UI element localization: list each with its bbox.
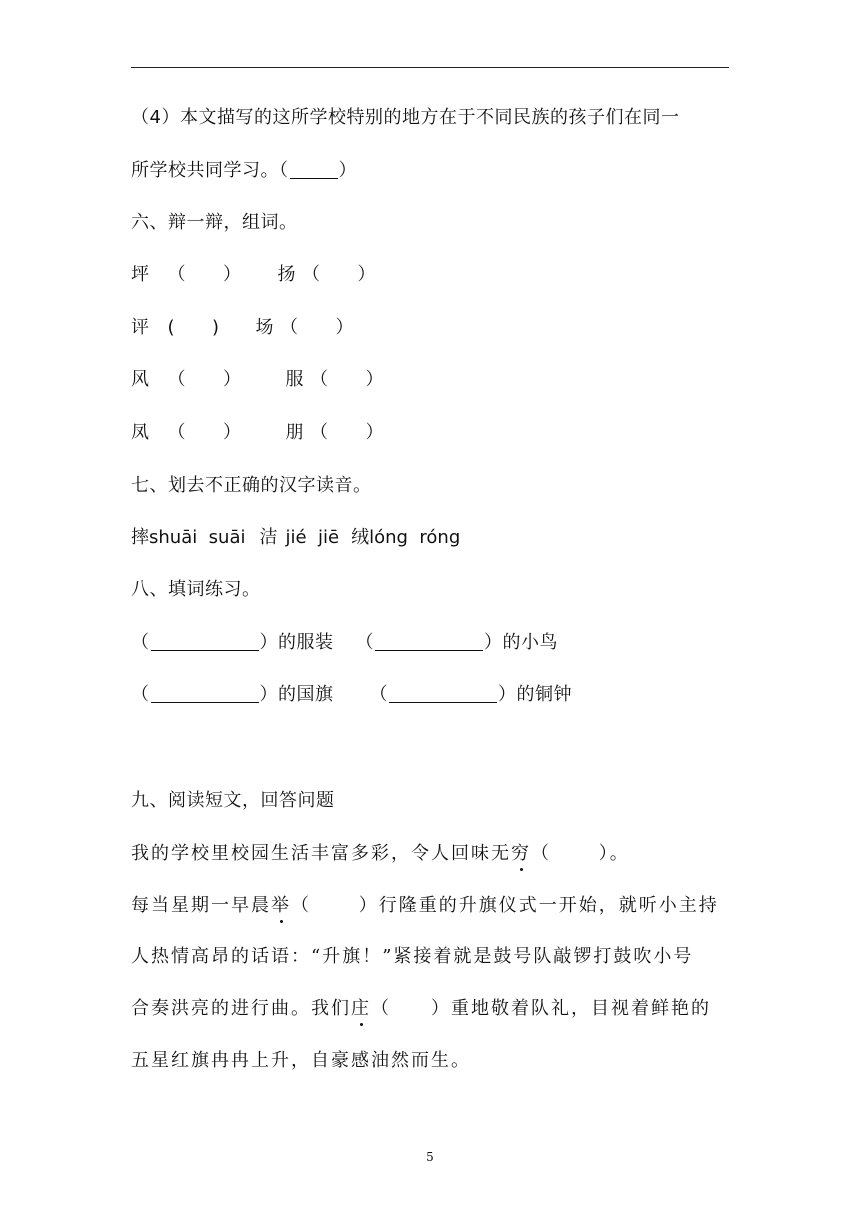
- q6-blank[interactable]: （ ）: [280, 317, 355, 338]
- q6-blank[interactable]: （ ）: [167, 369, 242, 390]
- q6-char: 服: [285, 369, 304, 390]
- q8-row: （ ）的国旗 （ ）的铜钟: [131, 684, 572, 705]
- q6-row: [131, 368, 384, 392]
- q6-char: 风: [131, 369, 150, 390]
- q7-pinyin-row: [131, 526, 460, 550]
- q5-item4-line1: （4）本文描写的这所学校特别的地方在于不同民族的孩子们在同一: [131, 107, 680, 128]
- q6-blank[interactable]: ( ): [167, 317, 220, 338]
- fill-blank[interactable]: [151, 632, 259, 651]
- q6-char: 评: [131, 317, 150, 338]
- q6-char: 朋: [285, 422, 304, 443]
- fill-blank[interactable]: [151, 684, 259, 703]
- q9-paragraph-line: 人热情高昂的话语：“升旗！”紧接着就是鼓号队敲锣打鼓吹小号: [131, 946, 694, 967]
- q6-char: 场: [255, 317, 275, 338]
- q6-title: 六、辩一辩，组词。: [131, 212, 298, 233]
- q7-title: 七、划去不正确的汉字读音。: [131, 475, 372, 496]
- answer-blank[interactable]: [290, 160, 338, 179]
- q6-blank[interactable]: （ ）: [167, 264, 242, 285]
- q9-paragraph-line: 我的学校里校园生活丰富多彩，令人回味无穷（ ）。: [131, 843, 630, 864]
- q6-blank[interactable]: （ ）: [302, 264, 376, 285]
- q8-title: 八、填词练习。: [131, 579, 261, 600]
- q6-blank[interactable]: （ ）: [310, 422, 384, 443]
- q7-char: 绒: [351, 527, 370, 548]
- q6-char: 扬: [277, 264, 296, 285]
- q9-title: 九、阅读短文，回答问题: [131, 790, 335, 811]
- q7-options[interactable]: shuāi suāi: [149, 527, 246, 548]
- q9-paragraph-line: 五星红旗冉冉上升，自豪感油然而生。: [131, 1050, 471, 1071]
- fill-blank[interactable]: [375, 632, 483, 651]
- q9-paragraph-line: 每当星期一早晨举（ ）行隆重的升旗仪式一开始，就听小主持: [131, 895, 719, 916]
- q6-row: [131, 263, 376, 287]
- q6-row: [131, 421, 384, 445]
- page-number: 5: [426, 1150, 434, 1164]
- q7-char: 摔: [131, 527, 149, 548]
- q5-item4-line2: 所学校共同学习。（ ）: [131, 160, 357, 181]
- header-rule: [131, 67, 729, 68]
- q9-paragraph-line: 合奏洪亮的进行曲。我们庄（ ）重地敬着队礼，目视着鲜艳的: [131, 998, 711, 1019]
- q7-options[interactable]: jié jiē: [285, 527, 340, 548]
- q7-char: 洁: [259, 527, 278, 548]
- q6-row: [131, 316, 354, 340]
- q6-char: 凤: [131, 422, 150, 443]
- q8-row: （ ）的服装 （ ）的小鸟: [131, 632, 558, 653]
- q6-blank[interactable]: （ ）: [167, 422, 242, 443]
- fill-blank[interactable]: [389, 684, 497, 703]
- q6-blank[interactable]: （ ）: [310, 369, 384, 390]
- q7-options[interactable]: lóng róng: [369, 527, 461, 548]
- q6-char: 坪: [131, 264, 150, 285]
